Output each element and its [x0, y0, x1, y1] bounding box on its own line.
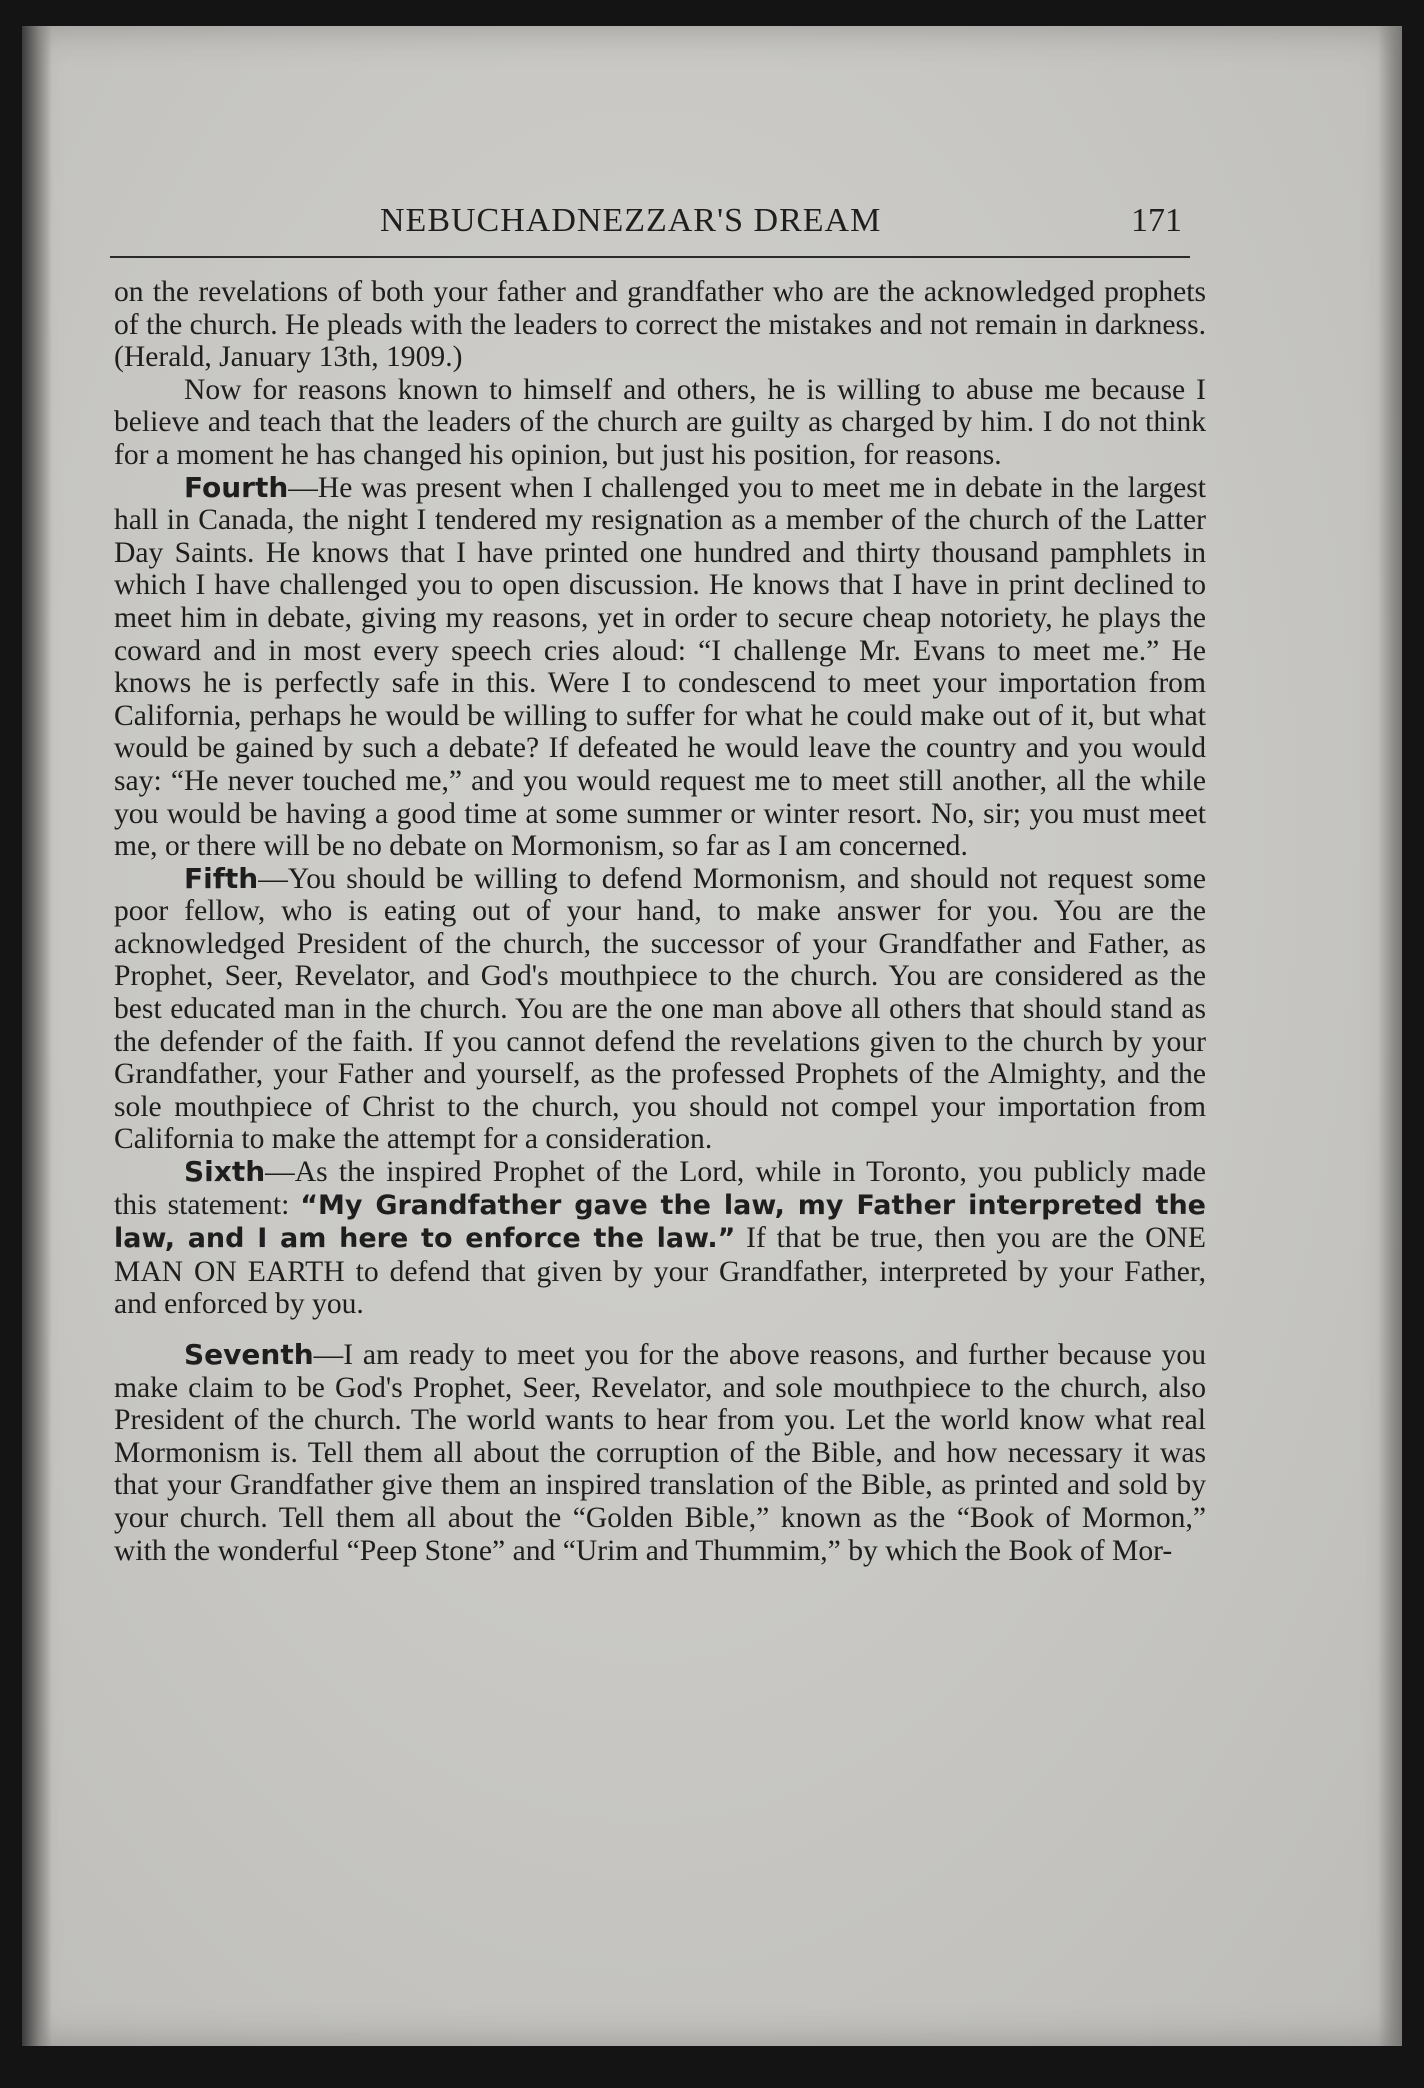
paragraph-fourth [114, 472, 1206, 863]
paragraph-text: —He was present when I challenged you to meet me in debate in the largest hall in Canada, the night I tendered my resignation as a member of the church of the Latter Day Saints. He knows that I have printed one hundred and thirty thousand pamphlets in which I have challenged you to open discussion. He knows that I have in print declined to meet him in debate, giving my reasons, yet in order to secure cheap notoriety, he plays the coward and in most every speech cries aloud: “I challenge Mr. Evans to meet me.” He knows he is perfectly safe in this. Were I to condescend to meet your importation from California, perhaps he would be willing to suffer for what he could make out of it, but what would be gained by such a debate? If defeated he would leave the country and you would say: “He never touched me,” and you would request me to meet still another, all the while you would be having a good time at some summer or winter resort. No, sir; you must meet me, or there will be no debate on Mormonism, so far as I am concerned. [114, 471, 1206, 863]
paragraph-lead: Fifth [184, 861, 259, 895]
paragraph-lead: Sixth [184, 1155, 266, 1189]
paragraph [114, 374, 1206, 472]
paragraph-gap [114, 1321, 1206, 1339]
body-text [114, 276, 1206, 1567]
paragraph-continuation [114, 276, 1206, 374]
paragraph-text: If that be true, then you are the ONE MAN ON EARTH to defend that given by your Grandfather, interpreted by your Father, and enforced by you. [114, 1222, 1206, 1321]
paragraph-seventh [114, 1339, 1206, 1567]
bold-quote: “My Grandfather gave the law, my Father interpreted the law, and I am here to enforce the law.” [114, 1189, 1206, 1255]
paragraph-fifth [114, 863, 1206, 1156]
page-header [110, 202, 1190, 258]
page-number: 171 [1131, 202, 1182, 239]
paragraph-text: Now for reasons known to himself and others, he is willing to abuse me because I believe and teach that the leaders of the church are guilty as charged by him. I do not think for a moment he has changed his opinion, but just his position, for reasons. [114, 373, 1206, 471]
running-title: NEBUCHADNEZZAR'S DREAM [380, 202, 882, 239]
paragraph-text: —I am ready to meet you for the above reasons, and further because you make claim to be God's Prophet, Seer, Revelator, and sole mouthpiece to the church, also President of the church. The world wants to hear from you. Let the world know what real Mormonism is. Tell them all about the corruption of the Bible, and how necessary it was that your Grandfather give them an inspired translation of the Bible, as printed and sold by your church. Tell them all about the “Golden Bible,” known as the “Book of Mormon,” with the wonderful “Peep Stone” and “Urim and Thummim,” by which the Book of Mor- [114, 1339, 1206, 1567]
paragraph-text: —As the inspired Prophet of the Lord, while in Toronto, you publicly made this statement: [114, 1156, 1206, 1221]
paragraph-sixth [114, 1156, 1206, 1321]
paragraph-lead: Fourth [184, 470, 289, 504]
book-page [22, 26, 1402, 2046]
paragraph-text: on the revelations of both your father and grandfather who are the acknowledged prophets of the church. He pleads with the leaders to correct the mistakes and not remain in darkness. (Herald, January 13th, 1909.) [114, 276, 1206, 374]
paragraph-text: —You should be willing to defend Mormonism, and should not request some poor fellow, who is eating out of your hand, to make answer for you. You are the acknowledged President of the church, the successor of your Grandfather and Father, as Prophet, Seer, Revelator, and God's mouthpiece to the church. You are considered as the best educated man in the church. You are the one man above all others that should stand as the defender of the faith. If you cannot defend the revelations given to the church by your Grandfather, your Father and yourself, as the professed Prophets of the Almighty, and the sole mouthpiece of Christ to the church, you should not compel your importation from California to make the attempt for a consideration. [114, 862, 1206, 1156]
paragraph-lead: Seventh [184, 1338, 314, 1371]
